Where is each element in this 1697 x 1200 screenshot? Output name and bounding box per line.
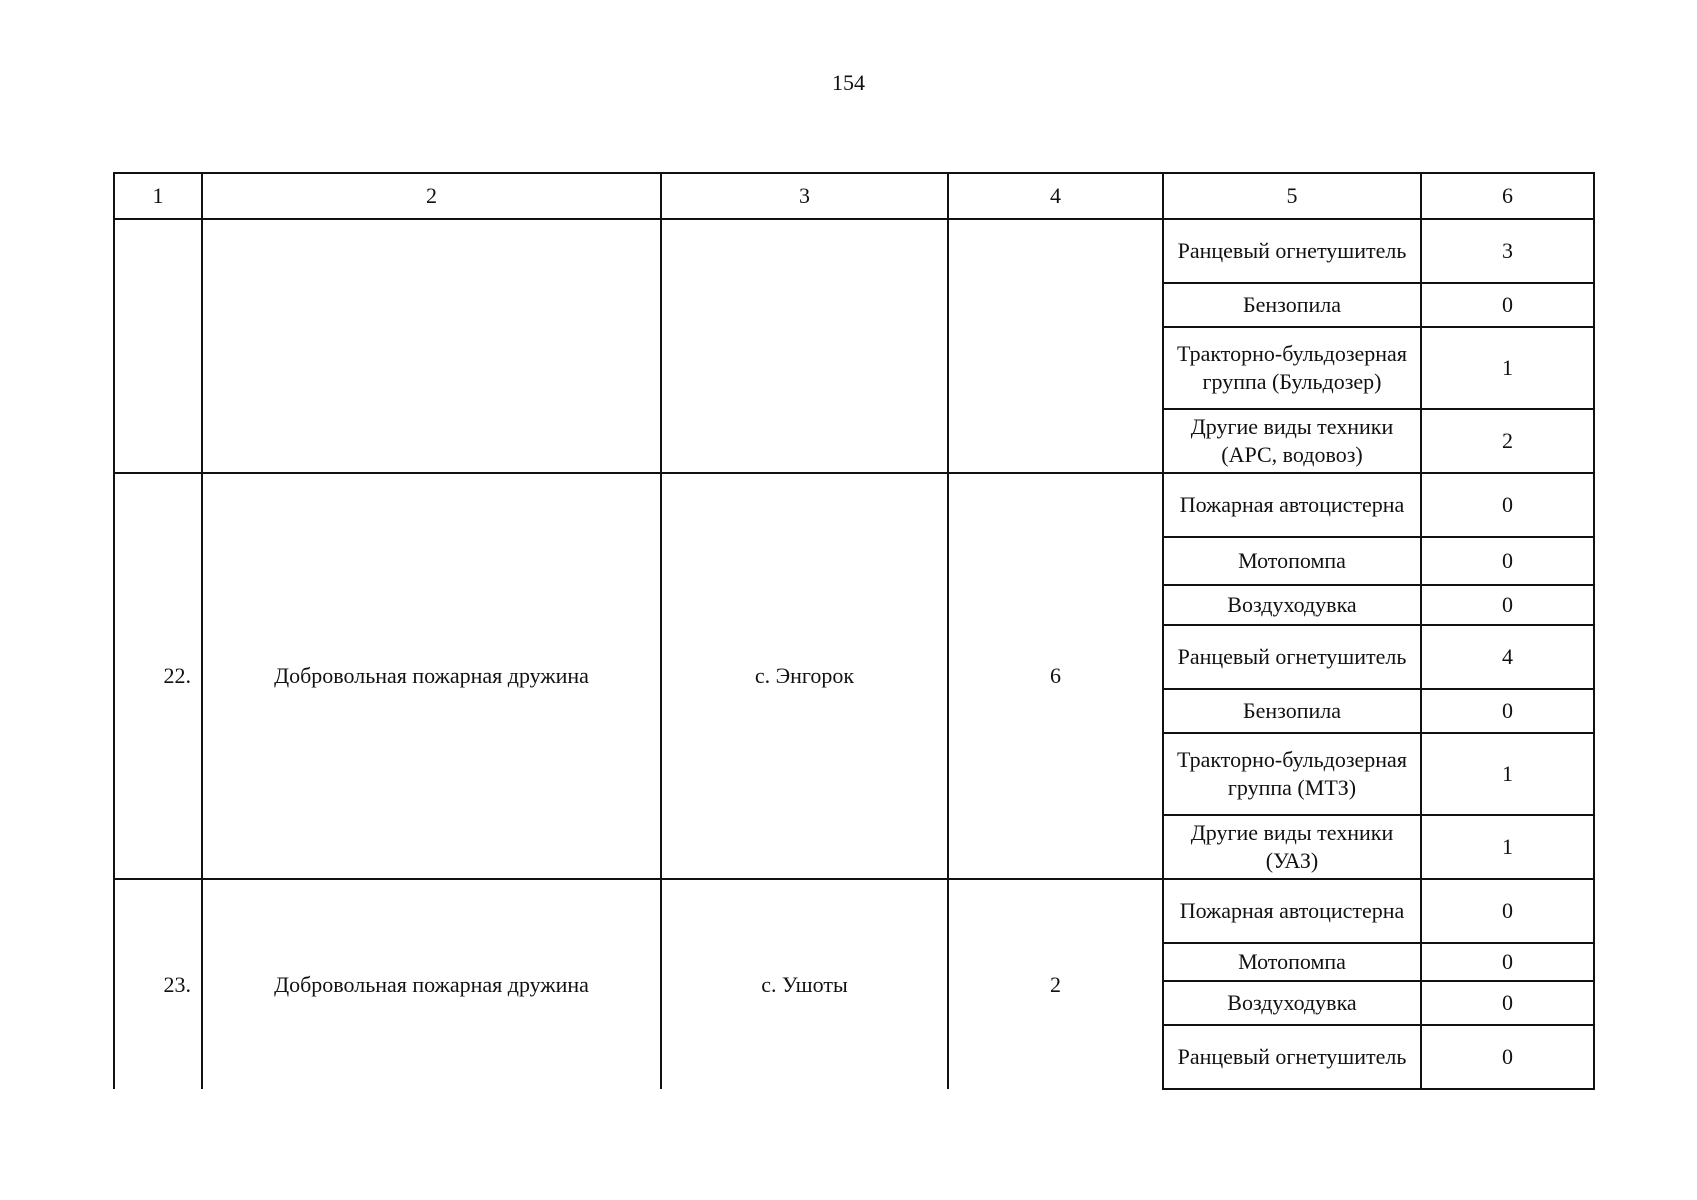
count-cell: 2 [1421,409,1594,473]
equipment-cell: Ранцевый огнетушитель [1163,219,1421,283]
table-row [114,219,1594,283]
count-cell: 0 [1421,689,1594,733]
entry-name-cell: Добровольная пожарная дружина [202,473,661,879]
equipment-cell: Другие виды техники (АРС, водовоз) [1163,409,1421,473]
entry-staff-cell: 6 [948,473,1163,879]
resources-table [113,172,1595,1090]
equipment-cell: Бензопила [1163,689,1421,733]
count-cell: 4 [1421,625,1594,689]
equipment-cell: Пожарная автоцистерна [1163,473,1421,537]
continued-name-cell [202,219,661,473]
count-cell: 1 [1421,733,1594,815]
equipment-cell: Бензопила [1163,283,1421,327]
count-cell: 0 [1421,473,1594,537]
column-header-1: 1 [114,173,202,219]
count-cell: 1 [1421,327,1594,409]
count-cell: 0 [1421,283,1594,327]
header-row [114,173,1594,219]
entry-number-cell: 23. [114,879,202,1089]
count-cell: 0 [1421,879,1594,943]
entry-number-cell: 22. [114,473,202,879]
column-header-5: 5 [1163,173,1421,219]
column-header-6: 6 [1421,173,1594,219]
table-row [114,879,1594,943]
count-cell: 0 [1421,585,1594,625]
entry-staff-cell: 2 [948,879,1163,1089]
page-number: 154 [832,70,865,95]
column-header-4: 4 [948,173,1163,219]
table-row [114,473,1594,537]
count-cell: 1 [1421,815,1594,879]
column-header-2: 2 [202,173,661,219]
entry-location-cell: с. Ушоты [661,879,948,1089]
equipment-cell: Воздуходувка [1163,585,1421,625]
equipment-cell: Ранцевый огнетушитель [1163,1025,1421,1089]
equipment-cell: Ранцевый огнетушитель [1163,625,1421,689]
count-cell: 0 [1421,1025,1594,1089]
continued-staff-cell [948,219,1163,473]
equipment-cell: Воздуходувка [1163,981,1421,1025]
entry-name-cell: Добровольная пожарная дружина [202,879,661,1089]
continued-number-cell [114,219,202,473]
entry-location-cell: с. Энгорок [661,473,948,879]
count-cell: 3 [1421,219,1594,283]
equipment-cell: Тракторно-бульдозерная группа (МТЗ) [1163,733,1421,815]
equipment-cell: Другие виды техники (УАЗ) [1163,815,1421,879]
equipment-cell: Пожарная автоцистерна [1163,879,1421,943]
equipment-cell: Мотопомпа [1163,943,1421,981]
equipment-cell: Тракторно-бульдозерная группа (Бульдозер) [1163,327,1421,409]
count-cell: 0 [1421,537,1594,585]
column-header-3: 3 [661,173,948,219]
count-cell: 0 [1421,943,1594,981]
count-cell: 0 [1421,981,1594,1025]
continued-location-cell [661,219,948,473]
equipment-cell: Мотопомпа [1163,537,1421,585]
